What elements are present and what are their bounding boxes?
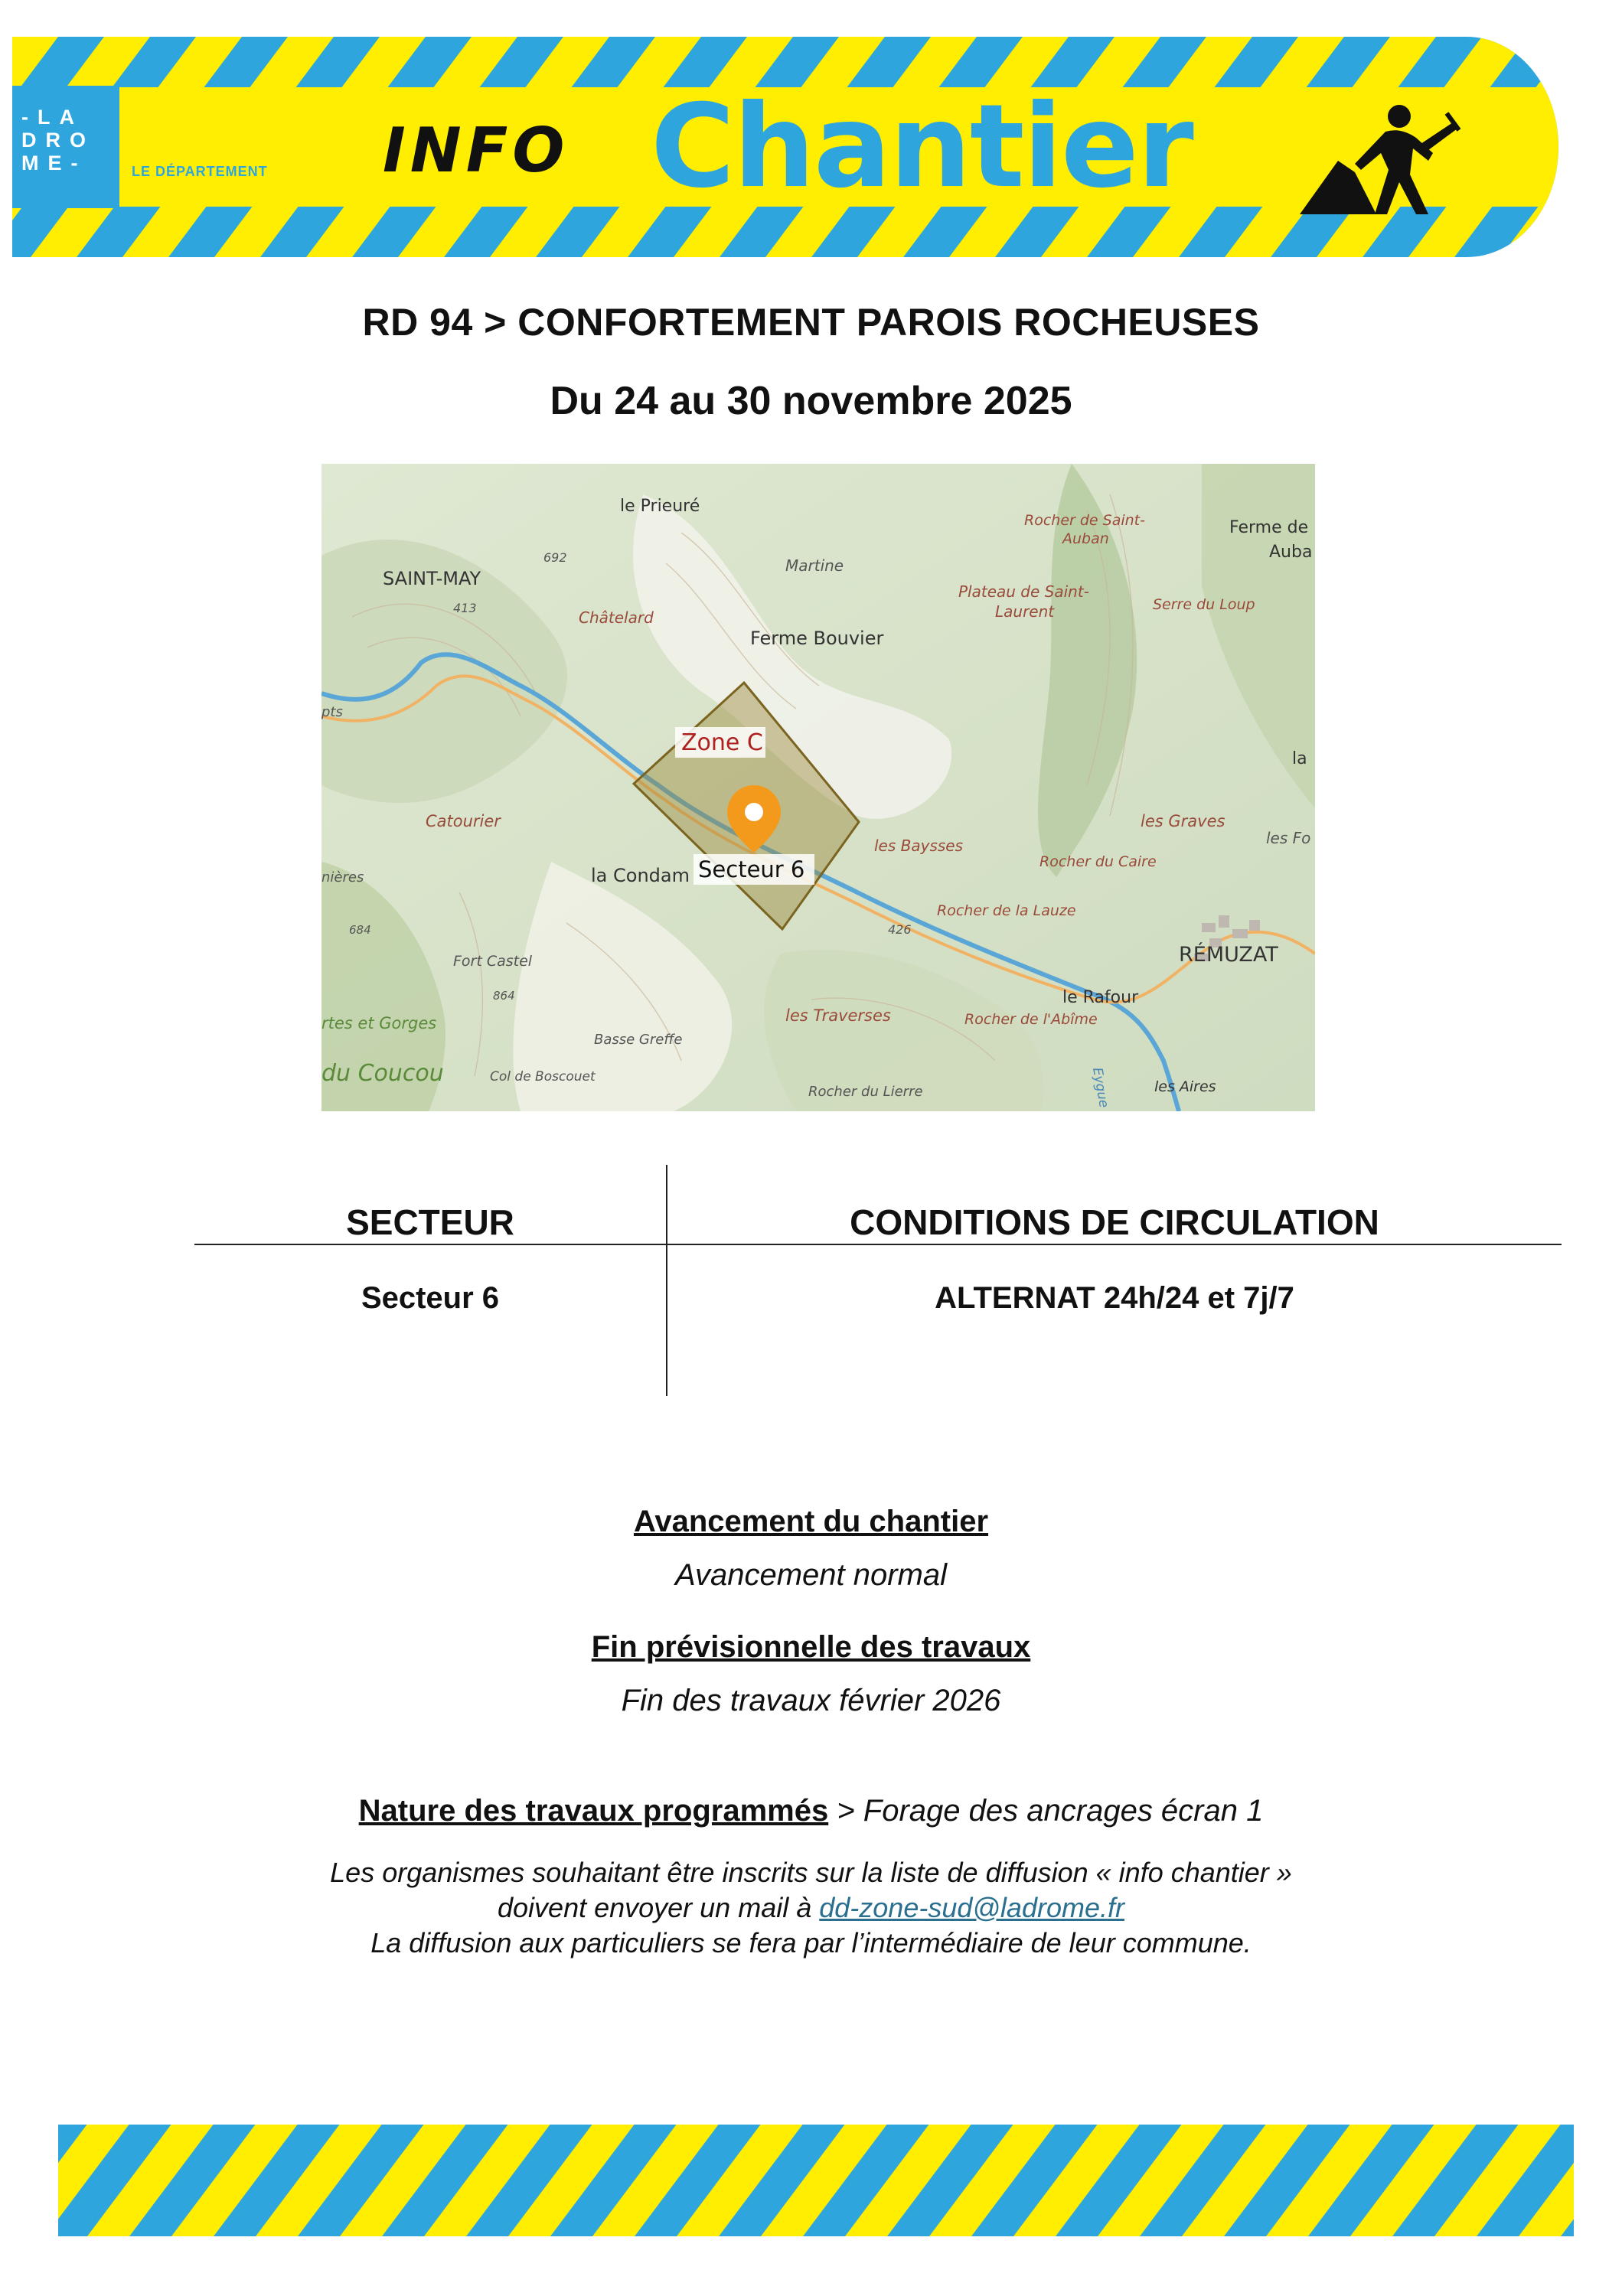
distribution-note	[0, 1855, 1622, 1961]
map-label: les Traverses	[785, 1006, 891, 1025]
map-label: Rocher de la Lauze	[937, 902, 1076, 919]
map-label: Auban	[1062, 530, 1109, 547]
map-label: nières	[321, 869, 364, 885]
logo-line-1: -LA	[21, 106, 83, 129]
page-title: RD 94 > CONFORTEMENT PAROIS ROCHEUSES	[362, 301, 1260, 344]
map-label: Châtelard	[579, 608, 654, 627]
works-nature-heading: Nature des travaux programmés	[358, 1794, 829, 1828]
logo-line-3: ME-	[21, 152, 87, 174]
map-label: la Condam	[591, 865, 690, 886]
department-label: LE DÉPARTEMENT	[132, 164, 268, 179]
contact-email-link[interactable]: dd-zone-sud@ladrome.fr	[819, 1892, 1124, 1923]
table-column-divider	[666, 1165, 667, 1396]
works-nature-line	[0, 1794, 1622, 1828]
map-label: Fort Castel	[453, 953, 533, 970]
map-label: 684	[349, 923, 371, 937]
chantier-label: Chantier	[651, 80, 1193, 214]
map-label: la	[1292, 749, 1307, 768]
secteur-label: Secteur 6	[698, 856, 805, 882]
map-label: Serre du Loup	[1153, 596, 1255, 613]
map-label: les Graves	[1141, 812, 1225, 830]
map-label: 692	[543, 550, 567, 565]
map-label: Rocher du Lierre	[808, 1084, 923, 1100]
map-label: RÉMUZAT	[1179, 943, 1278, 967]
map-label: rtes et Gorges	[321, 1014, 437, 1032]
map-label: Ferme de	[1229, 518, 1309, 537]
map-label: SAINT-MAY	[383, 568, 481, 589]
progress-heading: Avancement du chantier	[633, 1505, 989, 1538]
info-label: INFO	[383, 115, 569, 186]
note-line-1: Les organismes souhaitant être inscrits sur la liste de diffusion « info chantier »	[330, 1857, 1292, 1888]
map-label: Martine	[785, 556, 844, 575]
map-label: Auba	[1269, 543, 1313, 562]
map-label: Rocher de Saint-	[1024, 512, 1145, 529]
map-label: les Aires	[1154, 1078, 1216, 1095]
note-line-2-text: doivent envoyer un mail à	[498, 1892, 820, 1923]
table-cell-secteur: Secteur 6	[361, 1281, 500, 1315]
map-label: Plateau de Saint-	[958, 582, 1089, 601]
map-label: Rocher de l'Abîme	[964, 1011, 1098, 1028]
location-map	[321, 464, 1315, 1111]
map-label: Col de Boscouet	[490, 1069, 596, 1084]
logo-line-2: DRO	[21, 129, 95, 152]
map-label: le Prieuré	[620, 497, 700, 516]
table-cell-conditions: ALTERNAT 24h/24 et 7j/7	[935, 1281, 1294, 1315]
map-label: Basse Greffe	[594, 1032, 683, 1048]
progress-value: Avancement normal	[675, 1558, 947, 1592]
map-label: les Baysses	[874, 837, 964, 855]
map-label: pts	[321, 704, 343, 720]
map-label: Ferme Bouvier	[750, 628, 884, 649]
works-nature-value: > Forage des ancrages écran 1	[828, 1794, 1264, 1828]
note-line-2	[0, 1890, 1622, 1926]
map-label: Catourier	[426, 812, 501, 830]
map-label: les Fo	[1266, 829, 1311, 847]
map-label: Rocher du Caire	[1039, 853, 1157, 870]
note-line-3: La diffusion aux particuliers se fera par l’intermédiaire de leur commune.	[370, 1927, 1252, 1958]
table-header-conditions: CONDITIONS DE CIRCULATION	[850, 1202, 1379, 1242]
end-date-value: Fin des travaux février 2026	[621, 1684, 1001, 1717]
department-logo-text	[21, 106, 113, 174]
end-date-heading: Fin prévisionnelle des travaux	[591, 1630, 1031, 1664]
table-header-secteur: SECTEUR	[346, 1202, 514, 1242]
map-label: Laurent	[995, 602, 1055, 621]
date-range: Du 24 au 30 novembre 2025	[550, 379, 1072, 423]
map-label: 864	[493, 989, 515, 1003]
zone-label: Zone C	[681, 729, 763, 756]
map-label: du Coucou	[321, 1060, 444, 1087]
table-header-rule	[194, 1244, 1562, 1245]
roadworker-icon	[1294, 99, 1462, 222]
map-label: Eygue	[1089, 1066, 1111, 1109]
map-label: le Rafour	[1062, 988, 1139, 1007]
map-label: 413	[453, 601, 477, 615]
map-label: 426	[888, 922, 912, 937]
footer-stripe-band	[58, 2125, 1574, 2236]
